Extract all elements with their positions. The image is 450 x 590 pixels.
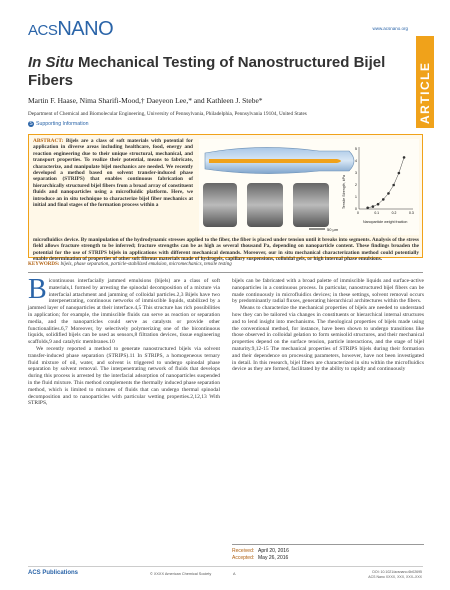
fiber-image-3: [293, 183, 329, 227]
paragraph: Means to characterize the mechanical properties of bijels are needed to understand how they can be tailored via changes in constituents or hierarchical internal structures and to lend insight into mechanisms. The rheological properties of bijels made using the conventional method, for instance, have been shown to undergo transitions like those observed in colloidal gelation to form semisolid structures, and their mechanical properties depend on the surface tension, particle interactions, and the stage of bijel maturity.9,12-15 The mechanical properties of STRIPS bijels during their formation and their dependence on processing parameters, however, have not been investigated in detail. In this research, bijel fibers are characterized in situ within the microfluidics device as they are formed, facilitated by the ability to rapidly and continuously: [232, 305, 424, 373]
y-tick-label: 3: [355, 171, 357, 176]
data-point: [382, 198, 385, 201]
abstract-text-continued: microfluidics device. By manipulation of the hydrodynamic stresses applied to the fiber, the fiber is placed under tension until it breaks into segments. Analysis of the stress field allows fracture strength to be inferred; fracture strengths can be as high as several thousand Pa, depending on nanoparticle content. These findings broaden the potential for the use of STRIPS bijels in applications with different mechanical demands. Moreover, our in situ mechanical characterization method could potentially enable determination of properties of other soft fibrous materials made of hydrogels, capillary suspensions, colloidal gels, or high internal phase emulsions.: [33, 237, 419, 263]
page-number: A: [233, 572, 236, 576]
divider: [28, 272, 423, 273]
bijel-fiber: [209, 159, 341, 163]
y-tick-label: 1: [355, 195, 357, 200]
article-title: In Situ Mechanical Testing of Nanostructured Bijel Fibers: [28, 54, 386, 89]
affiliation: Department of Chemical and Biomolecular Engineering, University of Pennsylvania, Philadelphia, Pennsylvania 19104, United States: [28, 111, 307, 117]
scale-bar-label: 50 μm: [327, 227, 339, 232]
x-tick-label: 0.1: [374, 211, 380, 215]
chart-y-label: Tensile Strength, kPa: [342, 175, 346, 209]
y-tick-label: 5: [355, 147, 357, 152]
doi-citation: [368, 570, 422, 579]
x-tick-label: 0.2: [391, 211, 397, 215]
publisher-logo[interactable]: ACS Publications: [28, 570, 79, 576]
y-tick-label: 4: [355, 159, 357, 164]
abstract-text: ABSTRACT: Bijels are a class of soft materials with potential for application in diverse areas including healthcare, food, energy and reaction engineering due to their unique structural, mechanical, and transport properties. To realize their potential, means to fabricate, characterize, and manipulate bijel mechanics are needed. We recently developed a method based on solvent transfer-induced phase separation (STRIPS) that enables continuous fabrication of hierarchically structured bijel fibers from a broad array of constituent fluids and nanoparticles using a microfluidic platform. Here, we introduce an in situ technique to characterize bijel fiber mechanics at initial and final stages of the formation process within a: [33, 138, 193, 209]
section-tab: ARTICLE: [416, 36, 434, 128]
y-tick-label: 2: [355, 183, 357, 188]
toc-figure: [199, 139, 419, 235]
supporting-info-link[interactable]: S Supporting Information: [29, 121, 89, 127]
info-icon: S: [29, 121, 33, 127]
paragraph: bijels can be fabricated with a broad palette of immiscible liquids and surface-active nanoparticles in a continuous process. In particular, nanostructured bijel fibers can be made continuously in microfluidics devices; in these settings, solvent removal occurs by predominantly radial fluxes, generating hierarchical architectures within the fibers.: [232, 278, 424, 305]
accepted-date: Accepted: May 26, 2016: [232, 555, 289, 561]
fiber-image-2: [247, 183, 283, 227]
received-date: Received: April 20, 2016: [232, 548, 289, 554]
data-point: [387, 192, 390, 195]
journal-logo: ACSNANO: [28, 18, 114, 40]
author-list: Martin F. Haase, Nima Sharifi-Mood,† Daeyeon Lee,* and Kathleen J. Stebe*: [28, 96, 263, 105]
fiber-image-1: [203, 183, 237, 227]
abstract-box: [28, 134, 423, 263]
paragraph: We recently reported a method to generate nanostructured bijels via solvent transfer-induced phase separation (STRIPS).11 In STRIPS, a homogeneous ternary fluid mixture of oil, water, and solvent is triggered to undergo spinodal phase separation by solvent removal. The interpenetrating network of fluids that develops during this process is arrested by the interfacial adsorption of nanoparticles suspended in the fluid mixture. This method complements the thermally induced phase separation method, which is limited to mixtures of fluids that can undergo thermal spinodal decomposition and to nanoparticles with particular wetting properties.2,12,13 With STRIPS,: [28, 345, 220, 407]
paragraph: Bicontinuous interfacially jammed emulsions (bijels) are a class of soft materials,1 formed by arresting the spinodal decomposition of a mixture via interfacial attachment and jamming of colloidal particles.2,3 Bijels have two interpenetrating, continuous networks of immiscible liquids, stabilized by a jammed layer of nanoparticles at their interface.4,5 This structure has rich possibilities in application; for example, the immiscible fluids can serve as reaction or separation media, and the nanoparticles could serve as catalysts or provide other functionalities.6,7 Moreover, by selectively polymerizing one of the bicontinuous liquids, solidified bijels can be used as sensors,8 filtration devices, tissue engineering scaffolds,9 and catalytic membranes.10: [28, 274, 220, 346]
journal-url[interactable]: www.acsnano.org: [372, 26, 408, 31]
data-point: [372, 205, 375, 208]
copyright: © XXXX American Chemical Society: [150, 572, 212, 576]
citation: ACS Nano XXXX, XXX, XXX–XXX: [368, 574, 422, 579]
chart-x-label: Nanoparticle weight fraction: [363, 220, 408, 224]
data-point: [377, 203, 380, 206]
body-column-right: [232, 278, 424, 373]
data-point: [398, 172, 401, 175]
x-tick-label: 0.3: [409, 211, 414, 215]
publication-dates: [232, 544, 424, 562]
y-tick-label: 0: [355, 207, 357, 212]
doi[interactable]: DOI: 10.1021/acsnano.6b02695: [372, 570, 422, 574]
data-point: [403, 156, 406, 159]
data-point: [366, 207, 369, 210]
body-column-left: [28, 274, 220, 407]
keywords: KEYWORDS: bijels, phase separation, particle-stabilized emulsion, micromechanics, tensile testing: [28, 262, 232, 267]
footer-divider: [28, 566, 423, 567]
data-point: [392, 184, 395, 187]
x-tick-label: 0: [357, 211, 359, 215]
drop-cap: B: [28, 274, 47, 305]
